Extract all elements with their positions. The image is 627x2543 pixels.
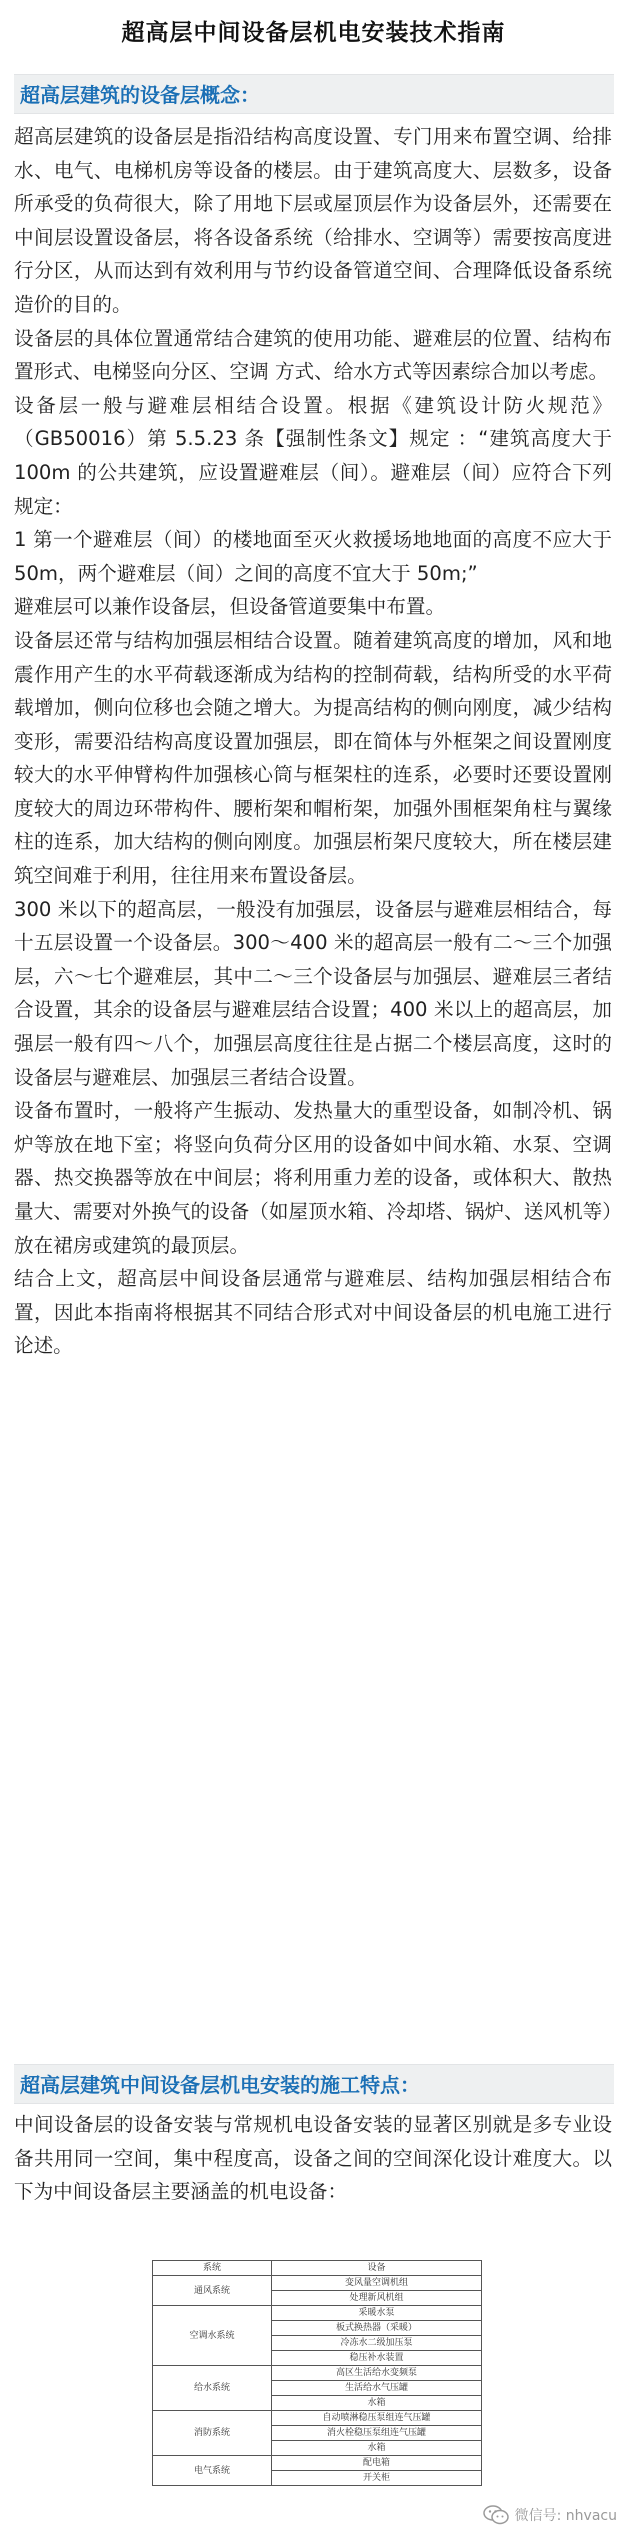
article-body-1	[14, 120, 612, 1363]
table-row	[153, 2276, 482, 2291]
table-cell-equipment: 冷冻水二级加压泵	[272, 2336, 482, 2351]
watermark	[483, 2505, 617, 2525]
paragraph: 结合上文，超高层中间设备层通常与避难层、结构加强层相结合布置，因此本指南将根据其不同结合形式对中间设备层的机电施工进行论述。	[14, 1267, 612, 1358]
paragraph: 设备层还常与结构加强层相结合设置。随着建筑高度的增加，风和地震作用产生的水平荷载逐渐成为结构的控制荷载，结构所受的水平荷载增加，侧向位移也会随之增大。为提高结构的侧向刚度，减少结构变形，需要沿结构高度设置加强层，即在简体与外框架之间设置刚度较大的水平伸臂构件加强核心筒与框架柱的连系，必要时还要设置刚度较大的周边环带构件、腰桁架和帽桁架，加强外围框架角柱与翼缘柱的连系，加大结构的侧向刚度。加强层桁架尺度较大，所在楼层建筑空间难于利用，往往用来布置设备层。	[14, 628, 612, 888]
watermark-text: 微信号: nhvacu	[514, 2508, 617, 2524]
table-cell-equipment: 开关柜	[272, 2471, 482, 2486]
table-cell-system: 消防系统	[153, 2411, 272, 2456]
paragraph: 超高层建筑的设备层是指沿结构高度设置、专门用来布置空调、给排水、电气、电梯机房等设备的楼层。由于建筑高度大、层数多，设备所承受的负荷很大，除了用地下层或屋顶层作为设备层外，还需要在中间层设置设备层，将各设备系统（给排水、空调等）需要按高度进行分区，从而达到有效利用与节约设备管道空间、合理降低设备系统造价的目的。	[14, 125, 612, 316]
table-cell-equipment: 水箱	[272, 2441, 482, 2456]
table-cell-equipment: 稳压补水装置	[272, 2351, 482, 2366]
table-row	[153, 2456, 482, 2471]
table-row	[153, 2366, 482, 2381]
table-cell-system: 给水系统	[153, 2366, 272, 2411]
table-cell-equipment: 水箱	[272, 2396, 482, 2411]
wechat-icon	[483, 2505, 509, 2525]
table-cell-equipment: 生活给水气压罐	[272, 2381, 482, 2396]
table-cell-equipment: 自动喷淋稳压泵组连气压罐	[272, 2411, 482, 2426]
table-cell-equipment: 高区生活给水变频泵	[272, 2366, 482, 2381]
table-row	[153, 2306, 482, 2321]
paragraph: 避难层可以兼作设备层，但设备管道要集中布置。	[14, 595, 446, 619]
paragraph: 设备布置时，一般将产生振动、发热量大的重型设备，如制冷机、锅炉等放在地下室；将竖向负荷分区用的设备如中间水箱、水泵、空调器、热交换器等放在中间层；将利用重力差的设备，或体积大、散热量大、需要对外换气的设备（如屋顶水箱、冷却塔、锅炉、送风机等）放在裙房或建筑的最顶层。	[14, 1099, 612, 1257]
paragraph: 1 第一个避难层（间）的楼地面至灭火救援场地地面的高度不应大于 50m，两个避难层（间）之间的高度不宜大于 50m;”	[14, 528, 612, 585]
table-header-equipment: 设备	[272, 2261, 482, 2276]
table-cell-system: 通风系统	[153, 2276, 272, 2306]
table-cell-system: 电气系统	[153, 2456, 272, 2486]
equipment-table-wrap	[152, 2260, 482, 2486]
table-cell-equipment: 消火栓稳压泵组连气压罐	[272, 2426, 482, 2441]
table-cell-equipment: 板式换热器（采暖）	[272, 2321, 482, 2336]
table-row	[153, 2411, 482, 2426]
paragraph: 中间设备层的设备安装与常规机电设备安装的显著区别就是多专业设备共用同一空间，集中程度高，设备之间的空间深化设计难度大。以下为中间设备层主要涵盖的机电设备：	[14, 2113, 612, 2204]
section-heading-concept: 超高层建筑的设备层概念：	[14, 74, 614, 114]
paragraph: 设备层的具体位置通常结合建筑的使用功能、避难层的位置、结构布置形式、电梯竖向分区、空调 方式、给水方式等因素综合加以考虑。	[14, 326, 612, 384]
table-header-system: 系统	[153, 2261, 272, 2276]
page-title: 超高层中间设备层机电安装技术指南	[121, 20, 506, 46]
equipment-table	[152, 2260, 482, 2486]
paragraph: 300 米以下的超高层，一般没有加强层，设备层与避难层相结合，每十五层设置一个设备层。300～400 米的超高层一般有二～三个加强层，六～七个避难层，其中二～三个设备层与加强层、避难层三者结合设置，其余的设备层与避难层结合设置；400 米以上的超高层，加强层一般有四～八个，加强层高度往往是占据二个楼层高度，这时的设备层与避难层、加强层三者结合设置。	[14, 897, 612, 1089]
table-cell-equipment: 变风量空调机组	[272, 2276, 482, 2291]
section-heading-features: 超高层建筑中间设备层机电安装的施工特点：	[14, 2064, 614, 2104]
table-cell-equipment: 配电箱	[272, 2456, 482, 2471]
paragraph: 设备层一般与避难层相结合设置。根据《建筑设计防火规范》（GB50016）第 5.5.23 条【强制性条文】规定 ：“建筑高度大于 100m 的公共建筑，应设置避难层（间）。避难层（间）应符合下列规定：	[14, 393, 612, 518]
table-cell-equipment: 处理新风机组	[272, 2291, 482, 2306]
article-body-2	[14, 2108, 612, 2209]
table-cell-equipment: 采暖水泵	[272, 2306, 482, 2321]
table-cell-system: 空调水系统	[153, 2306, 272, 2366]
